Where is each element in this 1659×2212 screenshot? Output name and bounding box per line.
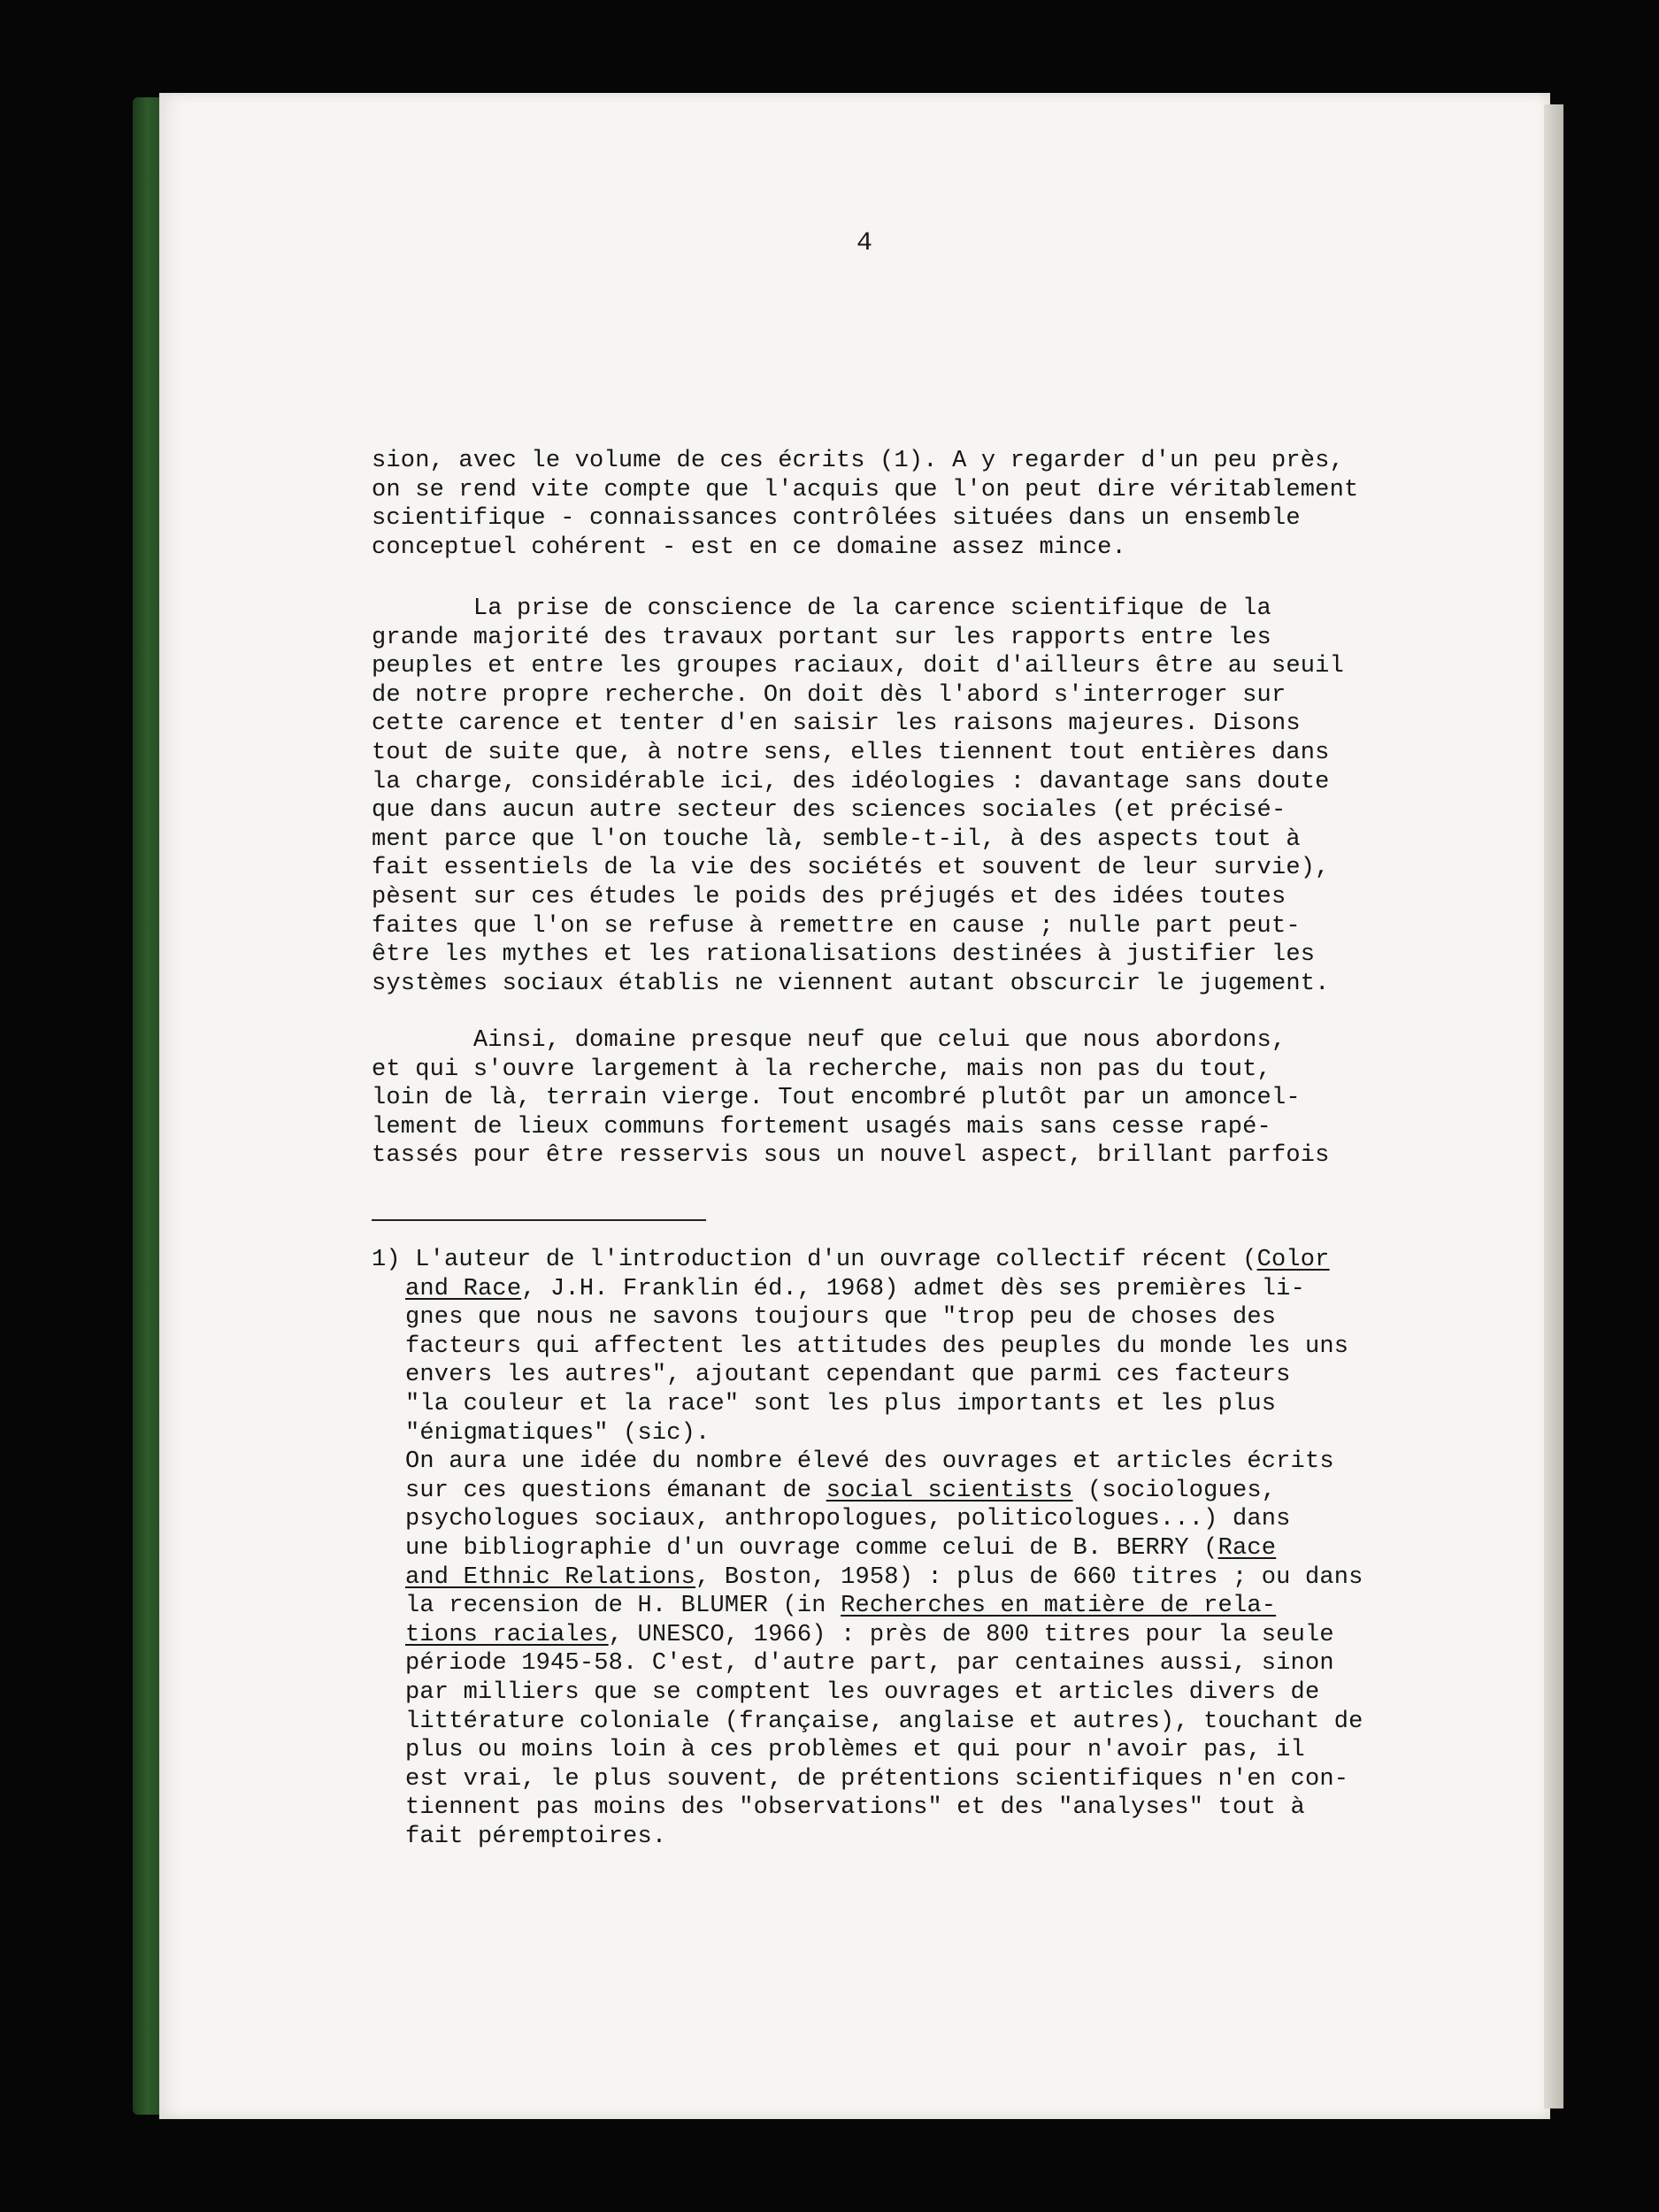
text-line: conceptuel cohérent - est en ce domaine assez mince.	[372, 534, 1126, 561]
text-line: loin de là, terrain vierge. Tout encombré plutôt par un amoncel-	[372, 1085, 1301, 1112]
text-line: lement de lieux communs fortement usagés mais sans cesse rapé-	[372, 1113, 1271, 1141]
footnote-text: (sociologues,	[1072, 1477, 1277, 1504]
text-line: tout de suite que, à notre sens, elles tiennent tout entières dans	[372, 739, 1330, 766]
footnote-line: "énigmatiques" (sic).	[405, 1419, 710, 1447]
footnote-text: la recension de H. BLUMER (in	[405, 1593, 841, 1620]
text-line: La prise de conscience de la carence scientifique de la	[372, 595, 1271, 622]
footnote-line	[372, 1563, 1398, 1593]
paragraph-1	[372, 447, 1398, 562]
footnote-line: est vrai, le plus souvent, de prétentions scientifiques n'en con-	[405, 1765, 1349, 1793]
underlined-term: social scientists	[826, 1477, 1073, 1504]
text-line: que dans aucun autre secteur des sciences sociales (et précisé-	[372, 797, 1286, 825]
footnote-text: sur ces questions émanant de	[405, 1477, 826, 1504]
text-line: peuples et entre les groupes raciaux, doit d'ailleurs être au seuil	[372, 653, 1344, 680]
footnote-line: facteurs qui affectent les attitudes des peuples du monde les uns	[405, 1333, 1349, 1360]
footnote-line: psychologues sociaux, anthropologues, politicologues...) dans	[405, 1506, 1291, 1533]
text-line: sion, avec le volume de ces écrits (1). A y regarder d'un peu près,	[372, 448, 1344, 474]
paragraph-2	[372, 595, 1398, 998]
text-line: cette carence et tenter d'en saisir les raisons majeures. Disons	[372, 710, 1301, 738]
footnote-text: une bibliographie d'un ouvrage comme celui de B. BERRY (	[405, 1534, 1218, 1562]
text-line: la charge, considérable ici, des idéologies : davantage sans doute	[372, 768, 1330, 795]
footnote-line: fait péremptoires.	[405, 1823, 667, 1850]
text-line: grande majorité des travaux portant sur les rapports entre les	[372, 624, 1271, 651]
text-line: être les mythes et les rationalisations destinées à justifier les	[372, 941, 1316, 969]
footnote-line: tiennent pas moins des "observations" et des "analyses" tout à	[405, 1794, 1305, 1822]
paragraph-3	[372, 1026, 1398, 1171]
footnote-text: , UNESCO, 1966) : près de 800 titres pour la seule	[608, 1621, 1334, 1648]
footnote-text: , Boston, 1958) : plus de 660 titres ; ou dans	[695, 1563, 1363, 1591]
footnote-line	[372, 1621, 1398, 1650]
text-line: on se rend vite compte que l'acquis que l'on peut dire véritablement	[372, 476, 1359, 503]
footnote-line: "la couleur et la race" sont les plus importants et les plus	[405, 1390, 1277, 1417]
footnote-line	[372, 1534, 1398, 1563]
footnote-line	[372, 1592, 1398, 1621]
footnote-text: 1) L'auteur de l'introduction d'un ouvrage collectif récent (	[372, 1247, 1257, 1273]
footnote-line	[372, 1477, 1398, 1506]
underlined-title: Recherches en matière de rela-	[841, 1593, 1277, 1620]
text-line: ment parce que l'on touche là, semble-t-il, à des aspects tout à	[372, 826, 1301, 853]
footnote-line: gnes que nous ne savons toujours que "trop peu de choses des	[405, 1304, 1277, 1332]
footnote	[372, 1246, 1398, 1851]
text-line: faites que l'on se refuse à remettre en cause ; nulle part peut-	[372, 912, 1301, 940]
text-line: scientifique - connaissances contrôlées situées dans un ensemble	[372, 505, 1301, 533]
footnote-separator	[372, 1219, 706, 1221]
footnote-text: , J.H. Franklin éd., 1968) admet dès ses premières li-	[521, 1275, 1305, 1302]
underlined-title: Color	[1256, 1247, 1330, 1273]
underlined-title: tions raciales	[405, 1621, 609, 1648]
page-number: 4	[856, 228, 873, 258]
footnote-line: envers les autres", ajoutant cependant que parmi ces facteurs	[405, 1362, 1291, 1389]
footnote-line: plus ou moins loin à ces problèmes et qui pour n'avoir pas, il	[405, 1737, 1305, 1764]
text-line: fait essentiels de la vie des sociétés et souvent de leur survie),	[372, 855, 1330, 882]
underlined-title: and Race	[405, 1275, 522, 1302]
footnote-line: littérature coloniale (française, anglaise et autres), touchant de	[405, 1708, 1363, 1735]
text-line: pèsent sur ces études le poids des préjugés et des idées toutes	[372, 883, 1286, 910]
page-edge-stack	[1544, 104, 1563, 2108]
text-line: et qui s'ouvre largement à la recherche, mais non pas du tout,	[372, 1056, 1271, 1083]
footnote-line	[372, 1246, 1398, 1275]
text-line: tassés pour être resservis sous un nouvel aspect, brillant parfois	[372, 1142, 1330, 1170]
text-line: de notre propre recherche. On doit dès l'abord s'interroger sur	[372, 681, 1286, 709]
footnote-line	[372, 1275, 1398, 1304]
footnote-line: période 1945-58. C'est, d'autre part, par centaines aussi, sinon	[405, 1650, 1334, 1678]
text-line: systèmes sociaux établis ne viennent autant obscurcir le jugement.	[372, 970, 1330, 997]
underlined-title: and Ethnic Relations	[405, 1563, 696, 1591]
footnote-line: On aura une idée du nombre élevé des ouvrages et articles écrits	[405, 1448, 1334, 1476]
text-line: Ainsi, domaine presque neuf que celui que nous abordons,	[372, 1027, 1286, 1054]
underlined-title: Race	[1217, 1534, 1277, 1562]
footnote-line: par milliers que se comptent les ouvrages et articles divers de	[405, 1678, 1320, 1706]
